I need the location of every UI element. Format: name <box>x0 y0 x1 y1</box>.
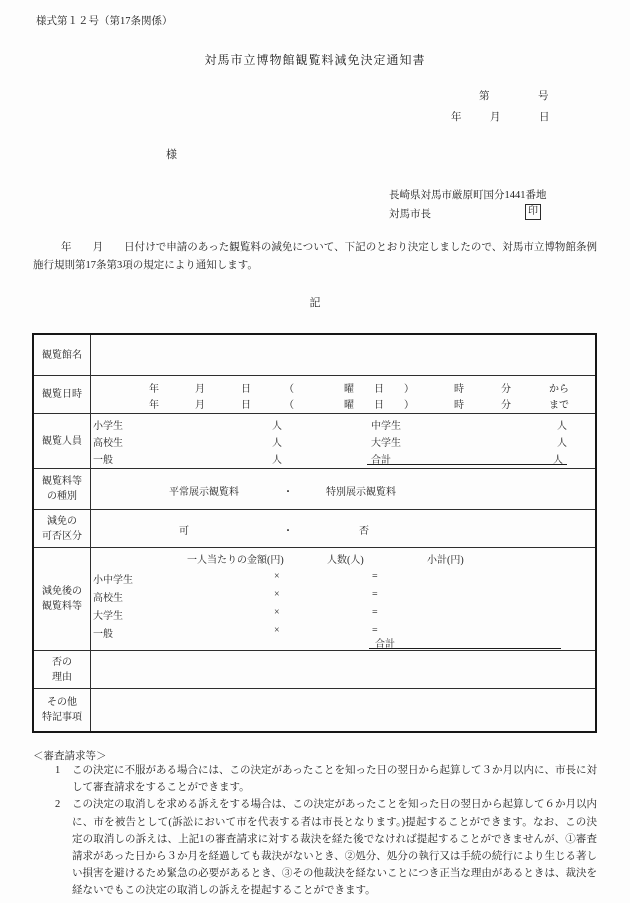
visitors-elementary: 小学生 <box>93 421 123 432</box>
col-header-subtotal: 小計(円) <box>427 555 464 566</box>
reduced-mult-4: × <box>274 625 280 636</box>
dt2-hour: 時 <box>454 400 464 411</box>
label-denial-reason: 否の 理由 <box>34 651 91 688</box>
dt1-day: 日 <box>241 384 251 395</box>
dt1-paren-open: （ <box>284 384 294 395</box>
note-text-1: この決定に不服がある場合には、この決定があったことを知った日の翌日から起算して３か月以内に、市長に対して審査請求をすることができます。 <box>72 765 597 794</box>
note-text-2: この決定の取消しを求める訴えをする場合は、この決定があったことを知った日の翌日から起算して６か月以内に、市を被告として(訴訟において市を代表する者は市長となります。)提起することができます。なお、この決定の取消しの訴えは、上記1の審査請求に対する裁決を経た後でなければ提起することができませんが、①審査請求があった日から３か月を経過しても裁決がないとき、②処分、処分の執行又は手続の続行により生じる著しい損害を避けるため緊急の必要があるとき、③その他裁決を経ないことにつき正当な理由があるときは、裁決を経ないでもこの決定の取消しの訴えを提起することができます。 <box>72 799 597 897</box>
reduced-eq-1: = <box>372 571 378 582</box>
row-museum-name <box>34 335 595 376</box>
dt2-weekday: 曜 <box>344 400 354 411</box>
label-approval: 減免の 可否区分 <box>34 510 91 547</box>
denial-reason-field <box>91 651 595 688</box>
fee-type-special: 特別展示観覧料 <box>326 487 396 498</box>
label-reduced-fee: 減免後の 観覧料等 <box>34 548 91 650</box>
approval-no: 否 <box>359 526 369 537</box>
doc-date-year: 年 <box>451 112 462 123</box>
dt2-paren-open: （ <box>284 400 294 411</box>
reduced-row-university: 大学生 <box>93 611 123 622</box>
dt1-minute: 分 <box>501 384 511 395</box>
row-fee-type <box>34 469 595 510</box>
dt1-hour: 時 <box>454 384 464 395</box>
dt2-weekday-day: 日 <box>374 400 384 411</box>
issuer-address: 長崎県対馬市厳原町国分1441番地 <box>389 190 547 201</box>
label-visitor-count: 観覧人員 <box>34 414 91 468</box>
form-number: 様式第１２号（第17条関係） <box>36 16 173 27</box>
note-number-1: 1 <box>55 765 61 776</box>
dt2-to: まで <box>549 400 569 411</box>
visitors-general-unit: 人 <box>272 455 282 466</box>
row-denial-reason <box>34 651 595 689</box>
visitors-general: 一般 <box>93 455 113 466</box>
approval-yes: 可 <box>179 526 189 537</box>
label-view-datetime: 観覧日時 <box>34 376 91 413</box>
other-notes-field <box>91 689 595 731</box>
col-header-count: 人数(人) <box>327 555 364 566</box>
dt1-paren-close: ） <box>404 384 414 395</box>
label-fee-type: 観覧料等 の種別 <box>34 469 91 509</box>
visitors-university-unit: 人 <box>557 438 567 449</box>
reduced-mult-2: × <box>274 589 280 600</box>
doc-number-prefix: 第 <box>479 91 490 102</box>
label-other-notes: その他 特記事項 <box>34 689 91 731</box>
reduced-row-elem-junior: 小中学生 <box>93 575 133 586</box>
dt1-weekday: 曜 <box>344 384 354 395</box>
notification-table <box>32 333 597 733</box>
visitor-count-field <box>91 414 595 468</box>
dt2-minute: 分 <box>501 400 511 411</box>
view-datetime-field <box>91 376 595 413</box>
dt1-month: 月 <box>195 384 205 395</box>
notes-list <box>55 762 597 900</box>
doc-number-suffix: 号 <box>538 91 549 102</box>
approval-field <box>91 510 595 547</box>
row-reduced-fee <box>34 548 595 651</box>
visitors-junior-high: 中学生 <box>371 421 401 432</box>
reduced-mult-3: × <box>274 607 280 618</box>
opening-paragraph: 年 月 日付けで申請のあった観覧料の減免について、下記のとおり決定しましたので、対馬市立博物館条例施行規則第17条第3項の規定により通知します。 <box>33 242 597 271</box>
record-mark: 記 <box>309 297 321 309</box>
visitors-university: 大学生 <box>371 438 401 449</box>
row-view-datetime <box>34 376 595 414</box>
dt2-year: 年 <box>149 400 159 411</box>
page-title: 対馬市立博物館観覧料減免決定通知書 <box>204 53 426 67</box>
reduced-fee-field <box>91 548 595 650</box>
reduced-mult-1: × <box>274 571 280 582</box>
row-approval <box>34 510 595 548</box>
fee-type-separator: ・ <box>283 487 293 498</box>
fee-type-regular: 平常展示観覧料 <box>169 487 239 498</box>
reduced-eq-2: = <box>372 589 378 600</box>
visitors-total-line <box>367 449 567 465</box>
reduced-total-label: 合計 <box>375 639 395 650</box>
reduced-eq-3: = <box>372 607 378 618</box>
note-number-2: 2 <box>55 799 61 811</box>
row-visitor-count <box>34 414 595 469</box>
dt1-weekday-day: 日 <box>374 384 384 395</box>
visitors-high-school-unit: 人 <box>272 438 282 449</box>
dt1-year: 年 <box>149 384 159 395</box>
visitors-total-unit: 人 <box>553 455 563 466</box>
visitors-total-label: 合計 <box>371 455 391 466</box>
note-item-2 <box>55 796 597 899</box>
doc-date-month: 月 <box>490 112 501 123</box>
approval-separator: ・ <box>283 526 293 537</box>
museum-name-field <box>91 335 595 375</box>
issuer-title: 対馬市長 <box>389 209 431 220</box>
dt2-paren-close: ） <box>404 400 414 411</box>
addressee-suffix: 様 <box>166 149 177 161</box>
reduced-eq-4: = <box>372 625 378 636</box>
col-header-amount: 一人当たりの金額(円) <box>187 555 284 566</box>
label-museum-name: 観覧館名 <box>34 335 91 375</box>
visitors-junior-high-unit: 人 <box>557 421 567 432</box>
reduced-row-high-school: 高校生 <box>93 593 123 604</box>
row-other-notes <box>34 689 595 731</box>
fee-type-field <box>91 469 595 509</box>
visitors-elementary-unit: 人 <box>272 421 282 432</box>
seal-placeholder: 印 <box>525 204 541 220</box>
dt1-from: から <box>549 384 569 395</box>
note-item-1 <box>55 762 597 796</box>
reduced-row-general: 一般 <box>93 629 113 640</box>
dt2-day: 日 <box>241 400 251 411</box>
doc-date-day: 日 <box>539 112 550 123</box>
visitors-high-school: 高校生 <box>93 438 123 449</box>
notes-heading: ＜審査請求等＞ <box>33 751 107 762</box>
dt2-month: 月 <box>195 400 205 411</box>
reduced-total-line <box>369 634 561 649</box>
